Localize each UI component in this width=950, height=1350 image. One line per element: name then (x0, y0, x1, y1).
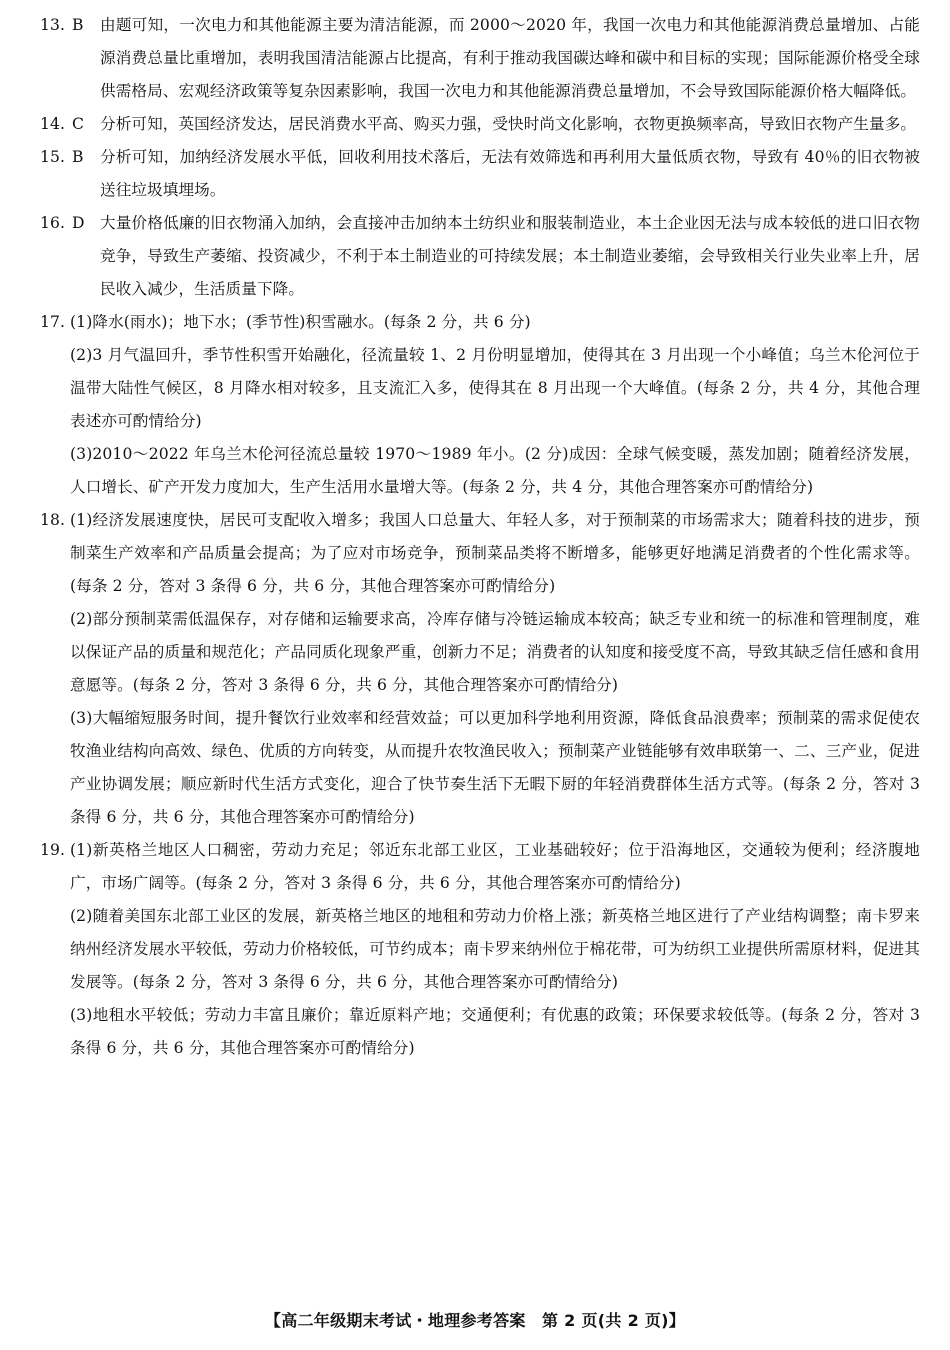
sub-answer-2: (2)随着美国东北部工业区的发展，新英格兰地区的地租和劳动力价格上涨；新英格兰地区进行了产业结构调整；南卡罗来纳州经济发展水平较低，劳动力价格较低，可节约成本；南卡罗来纳州位于棉花带，可为纺织工业提供所需原材料，促进其发展等。(每条 2 分，答对 3 条得 6 分，共 6 分，其他合理答案亦可酌情给分) (70, 907, 920, 991)
page-footer: 【高二年级期末考试・地理参考答案 第 2 页(共 2 页)】 (264, 1311, 686, 1330)
sub-answer-3: (3)2010～2022 年乌兰木伦河径流总量较 1970～1989 年小。(2 分)成因：全球气候变暖，蒸发加剧；随着经济发展，人口增长、矿产开发力度加大，生产生活用水量增大等。(每条 2 分，共 4 分，其他合理答案亦可酌情给分) (70, 445, 920, 496)
explanation-text: 分析可知，英国经济发达，居民消费水平高、购买力强，受快时尚文化影响，衣物更换频率高，导致旧衣物产生量多。 (100, 115, 917, 133)
explanation-text: 大量价格低廉的旧衣物涌入加纳，会直接冲击加纳本土纺织业和服装制造业，本土企业因无法与成本较低的进口旧衣物竞争，导致生产萎缩、投资减少，不利于本土制造业的可持续发展；本土制造业萎缩，会导致相关行业失业率上升，居民收入减少，生活质量下降。 (100, 214, 920, 298)
question-14 (40, 108, 920, 141)
question-number: 14. (40, 115, 66, 133)
sub-answer-2: (2)部分预制菜需低温保存，对存储和运输要求高，冷库存储与冷链运输成本较高；缺乏专业和统一的标准和管理制度，难以保证产品的质量和规范化；产品同质化现象严重，创新力不足；消费者的认知度和接受度不高，导致其缺乏信任感和食用意愿等。(每条 2 分，答对 3 条得 6 分，共 6 分，其他合理答案亦可酌情给分) (70, 610, 920, 694)
explanation-text: 由题可知，一次电力和其他能源主要为清洁能源，而 2000～2020 年，我国一次电力和其他能源消费总量增加、占能源消费总量比重增加，表明我国清洁能源占比提高，有利于推动我国碳达峰和碳中和目标的实现；国际能源价格受全球供需格局、宏观经济政策等复杂因素影响，我国一次电力和其他能源消费总量增加，不会导致国际能源价格大幅降低。 (100, 16, 920, 100)
answer-letter: C (72, 115, 85, 133)
sub-answer-2: (2)3 月气温回升，季节性积雪开始融化，径流量较 1、2 月份明显增加，使得其在 3 月出现一个小峰值；乌兰木伦河位于温带大陆性气候区，8 月降水相对较多，且支流汇入多，使得其在 8 月出现一个大峰值。(每条 2 分，共 4 分，其他合理表述亦可酌情给分) (70, 346, 920, 430)
question-18 (40, 504, 920, 834)
answer-letter: D (72, 214, 85, 232)
question-17 (40, 306, 920, 504)
question-number: 18. (40, 511, 66, 529)
question-16 (40, 207, 920, 306)
question-number: 15. (40, 148, 66, 166)
sub-answer-1: (1)经济发展速度快，居民可支配收入增多；我国人口总量大、年轻人多，对于预制菜的市场需求大；随着科技的进步，预制菜生产效率和产品质量会提高；为了应对市场竞争，预制菜品类将不断增多，能够更好地满足消费者的个性化需求等。(每条 2 分，答对 3 条得 6 分，共 6 分，其他合理答案亦可酌情给分) (70, 511, 920, 595)
sub-answer-1: (1)降水(雨水)；地下水；(季节性)积雪融水。(每条 2 分，共 6 分) (70, 313, 531, 331)
answer-content (40, 9, 920, 1065)
question-number: 16. (40, 214, 66, 232)
sub-answer-3: (3)大幅缩短服务时间，提升餐饮行业效率和经营效益；可以更加科学地利用资源，降低食品浪费率；预制菜的需求促使农牧渔业结构向高效、绿色、优质的方向转变，从而提升农牧渔民收入；预制菜产业链能够有效串联第一、二、三产业，促进产业协调发展；顺应新时代生活方式变化，迎合了快节奏生活下无暇下厨的年轻消费群体生活方式等。(每条 2 分，答对 3 条得 6 分，共 6 分，其他合理答案亦可酌情给分) (70, 709, 920, 826)
sub-answer-1: (1)新英格兰地区人口稠密，劳动力充足；邻近东北部工业区，工业基础较好；位于沿海地区，交通较为便利；经济腹地广，市场广阔等。(每条 2 分，答对 3 条得 6 分，共 6 分，其他合理答案亦可酌情给分) (70, 841, 920, 892)
question-13 (40, 9, 920, 108)
question-19 (40, 834, 920, 1065)
explanation-text: 分析可知，加纳经济发展水平低，回收利用技术落后，无法有效筛选和再利用大量低质衣物，导致有 40％的旧衣物被送往垃圾填埋场。 (100, 148, 920, 199)
sub-answer-3: (3)地租水平较低；劳动力丰富且廉价；靠近原料产地；交通便利；有优惠的政策；环保要求较低等。(每条 2 分，答对 3 条得 6 分，共 6 分，其他合理答案亦可酌情给分) (70, 1006, 920, 1057)
answer-letter: B (72, 16, 84, 34)
answer-letter: B (72, 148, 84, 166)
question-number: 19. (40, 841, 66, 859)
question-15 (40, 141, 920, 207)
question-number: 13. (40, 16, 66, 34)
question-number: 17. (40, 313, 66, 331)
